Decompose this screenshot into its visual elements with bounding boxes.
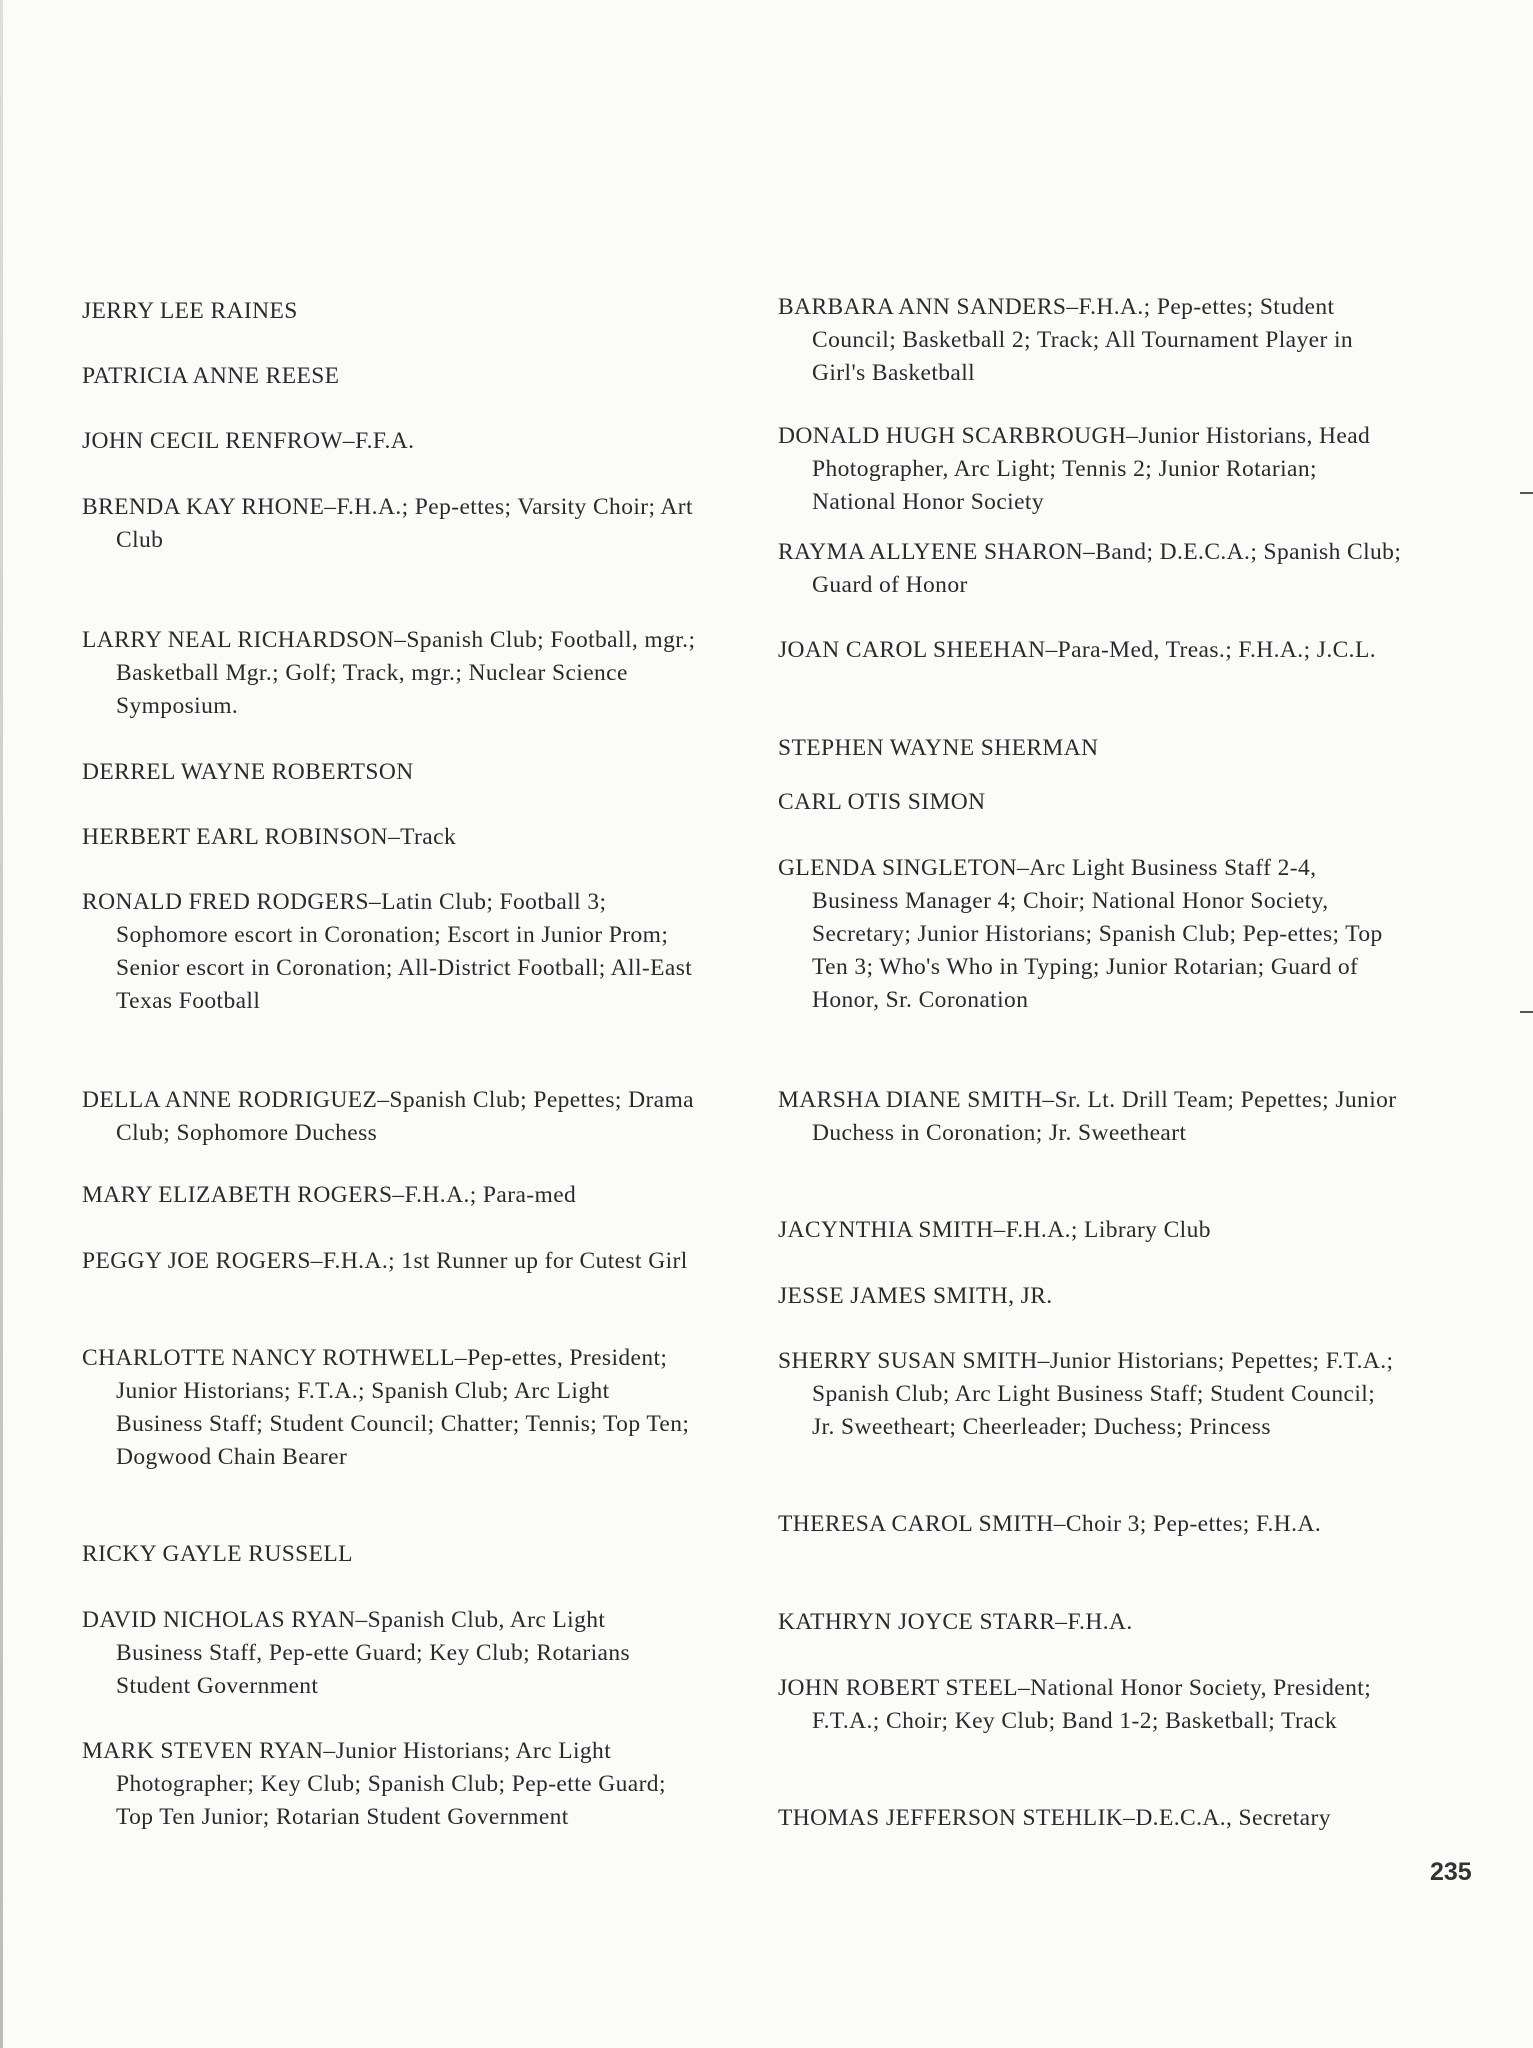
senior-entry: CARL OTIS SIMON <box>778 789 986 815</box>
senior-entry: DONALD HUGH SCARBROUGH–Junior Historians, Head Photographer, Arc Light; Tennis 2; Junior Rotarian; National Honor Society <box>778 423 1371 515</box>
senior-entry: JERRY LEE RAINES <box>82 298 298 324</box>
senior-entry: KATHRYN JOYCE STARR–F.H.A. <box>778 1609 1133 1635</box>
senior-entry: MARK STEVEN RYAN–Junior Historians; Arc Light Photographer; Key Club; Spanish Club; Pep-ette Guard; Top Ten Junior; Rotarian Student Government <box>82 1738 666 1830</box>
scan-binding-edge <box>0 0 3 2048</box>
edge-tick-mark <box>1520 492 1533 494</box>
senior-entry: SHERRY SUSAN SMITH–Junior Historians; Pepettes; F.T.A.; Spanish Club; Arc Light Business Staff; Student Council; Jr. Sweetheart; Cheerleader; Duchess; Princess <box>778 1348 1394 1440</box>
senior-entry: PATRICIA ANNE REESE <box>82 363 340 389</box>
senior-entry: DERREL WAYNE ROBERTSON <box>82 759 414 785</box>
senior-entry: RONALD FRED RODGERS–Latin Club; Football 3; Sophomore escort in Coronation; Escort in Junior Prom; Senior escort in Coronation; All-District Football; All-East Texas Football <box>82 889 693 1014</box>
senior-entry: JOHN CECIL RENFROW–F.F.A. <box>82 428 415 454</box>
senior-entry: RAYMA ALLYENE SHARON–Band; D.E.C.A.; Spanish Club; Guard of Honor <box>778 539 1402 598</box>
senior-entry: JACYNTHIA SMITH–F.H.A.; Library Club <box>778 1217 1211 1243</box>
senior-entry: GLENDA SINGLETON–Arc Light Business Staff 2-4, Business Manager 4; Choir; National Honor Society, Secretary; Junior Historians; Spanish Club; Pep-ettes; Top Ten 3; Who's Who in Typing; Junior Rotarian; Guard of Honor, Sr. Coronation <box>778 855 1383 1013</box>
edge-tick-mark <box>1520 1011 1533 1013</box>
senior-entry: HERBERT EARL ROBINSON–Track <box>82 824 457 850</box>
senior-entry: LARRY NEAL RICHARDSON–Spanish Club; Football, mgr.; Basketball Mgr.; Golf; Track, mgr.; Nuclear Science Symposium. <box>82 627 696 719</box>
senior-entry: DAVID NICHOLAS RYAN–Spanish Club, Arc Light Business Staff, Pep-ette Guard; Key Club; Rotarians Student Government <box>82 1607 631 1699</box>
senior-entry: DELLA ANNE RODRIGUEZ–Spanish Club; Pepettes; Drama Club; Sophomore Duchess <box>82 1087 695 1146</box>
senior-entry: BRENDA KAY RHONE–F.H.A.; Pep-ettes; Varsity Choir; Art Club <box>82 494 693 553</box>
senior-entry: MARSHA DIANE SMITH–Sr. Lt. Drill Team; Pepettes; Junior Duchess in Coronation; Jr. Sweetheart <box>778 1087 1397 1146</box>
page-number: 235 <box>1430 1858 1472 1886</box>
senior-entry: CHARLOTTE NANCY ROTHWELL–Pep-ettes, President; Junior Historians; F.T.A.; Spanish Club; Arc Light Business Staff; Student Council; Chatter; Tennis; Top Ten; Dogwood Chain Bearer <box>82 1345 690 1470</box>
senior-entry: JOHN ROBERT STEEL–National Honor Society, President; F.T.A.; Choir; Key Club; Band 1-2; Basketball; Track <box>778 1675 1372 1734</box>
senior-entry: THERESA CAROL SMITH–Choir 3; Pep-ettes; F.H.A. <box>778 1511 1322 1537</box>
senior-entry: STEPHEN WAYNE SHERMAN <box>778 735 1099 761</box>
senior-entry: JESSE JAMES SMITH, JR. <box>778 1283 1053 1309</box>
senior-entry: RICKY GAYLE RUSSELL <box>82 1541 353 1567</box>
senior-entry: MARY ELIZABETH ROGERS–F.H.A.; Para-med <box>82 1182 577 1208</box>
senior-entry: BARBARA ANN SANDERS–F.H.A.; Pep-ettes; Student Council; Basketball 2; Track; All Tournament Player in Girl's Basketball <box>778 294 1354 386</box>
senior-entry: JOAN CAROL SHEEHAN–Para-Med, Treas.; F.H.A.; J.C.L. <box>778 637 1376 663</box>
senior-entry: PEGGY JOE ROGERS–F.H.A.; 1st Runner up for Cutest Girl <box>82 1248 688 1274</box>
senior-entry: THOMAS JEFFERSON STEHLIK–D.E.C.A., Secretary <box>778 1805 1331 1831</box>
